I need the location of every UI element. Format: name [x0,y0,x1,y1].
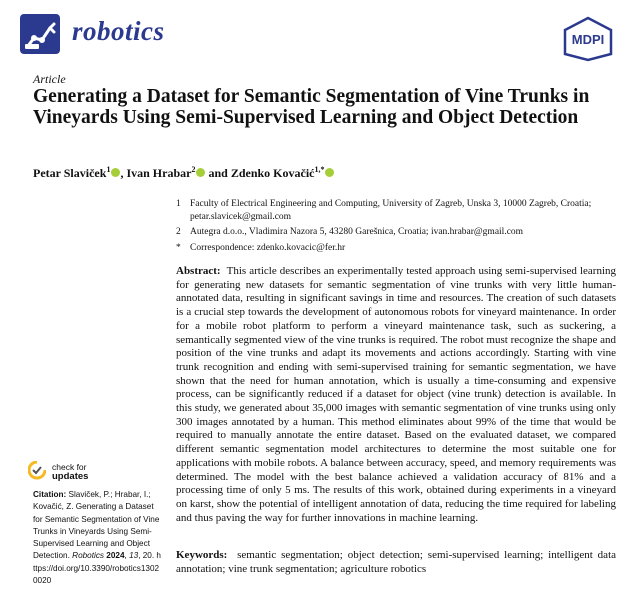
abstract [176,265,616,525]
citation-doi-link[interactable]: https://doi.org/10.3390/robotics13020020 [33,551,161,586]
affiliation-text: Autegra d.o.o., Vladimira Nazora 5, 43280 Garešnica, Croatia; ivan.hrabar@gmail.com [190,227,524,237]
keywords-text: semantic segmentation; object detection; semi-supervised learning; intelligent data annotation; vine trunk segmentation; agriculture robotics [176,549,617,575]
affiliation-item [176,242,616,255]
author-list [33,165,334,181]
citation-year: 2024 [106,551,125,561]
check-updates-text [52,463,88,481]
check-for-updates-badge[interactable] [28,461,88,483]
author-name: Zdenko Kovačić [230,166,315,180]
abstract-text: This article describes an experimentally tested approach using semi-supervised learning for generating new datasets for semantic segmentation of vine trunks with very little human-annotated data, resulting in significant savings in time and resources. The creation of such datasets is a crucial step towards the development of autonomous robots for vineyard maintenance. In order for a mobile robot platform to perform a vineyard maintenance task, such as suckering, a semantically segmented view of the vine trunks is required. The robot must recognize the shape and position of the vine trunks and adapt its movements and actions accordingly. Starting with vine trunk recognition and ending with semi-supervised training for semantic segmentation, we have shown that the need for human annotation, which is usually a time-consuming and expensive process, can be significantly reduced if a dataset for object (vine trunk) detection is available. In this study, we generated about 35,000 images with semantic segmentation of vine trunks using only 300 images annotated by a human. This method eliminates about 99% of the time that would be required to manually annotate the entire dataset. Based on the evaluated dataset, we compared different semantic segmentation model architectures to determine the most suitable one for applications with mobile robots. A balance between accuracy, speed, and memory requirements was determined. The model with the best balance achieved a validation accuracy of 81% and a processing time of only 5 ms. The results of this work, obtained during experiments in a vineyard on karst, show the potential of intelligent annotation of data, reducing the time required for labeling and thus paving the way for further innovations in machine learning. [176,265,616,524]
affiliation-item [176,226,616,239]
author-affiliation-mark: 2 [191,165,196,174]
citation-block: Citation: Slaviček, P.; Hrabar, I.; Kovačić, Z. Generating a Dataset for Semantic Segmentation of Vine Trunks in Vineyards Using Semi-Supervised Learning and Object Detection. Robotics 2024, 13, 20. https://doi.org/10.3390/robotics13020020 [33,490,161,586]
robotics-journal-logo [20,14,60,54]
citation-label: Citation: [33,490,67,499]
orcid-icon[interactable] [325,168,334,177]
keywords-label: Keywords: [176,549,228,561]
article-title: Generating a Dataset for Semantic Segmentation of Vine Trunks in Vineyards Using Semi-Supervised Learning and Object Detection [33,86,590,128]
citation-volume: 13 [129,551,139,561]
author-separator: and [205,166,231,180]
abstract-label: Abstract: [176,265,221,277]
check-updates-line1: check for [52,462,87,472]
citation-journal: Robotics [72,551,105,561]
citation-text: Slaviček, P.; Hrabar, I.; Kovačić, Z. Generating a Dataset for Semantic Segmentation of Vine Trunks in Vineyards Using Semi-Supervised Learning and Object Detection. [33,490,160,561]
author-name: Ivan Hrabar [126,166,192,180]
affiliation-item [176,198,616,223]
author-affiliation-mark: 1 [106,165,111,174]
affiliation-mark: * [176,242,181,253]
article-type: Article [33,72,66,86]
journal-name: robotics [72,16,165,46]
author-affiliation-mark: 1,* [314,165,325,174]
author-name: Petar Slaviček [33,166,107,180]
author-separator: , [120,166,127,180]
publisher-name: MDPI [571,32,605,47]
check-updates-line2: updates [52,471,89,482]
citation-pages: , 20. [138,551,155,561]
affiliations [176,198,616,257]
check-updates-icon [28,461,46,483]
affiliation-text: Faculty of Electrical Engineering and Computing, University of Zagreb, Unska 3, 10000 Zagreb, Croatia; petar.slavicek@gmail.com [190,199,592,222]
affiliation-mark: 2 [176,227,181,237]
keywords [176,549,616,576]
affiliation-text: Correspondence: zdenko.kovacic@fer.hr [190,242,346,253]
affiliation-mark: 1 [176,199,181,209]
